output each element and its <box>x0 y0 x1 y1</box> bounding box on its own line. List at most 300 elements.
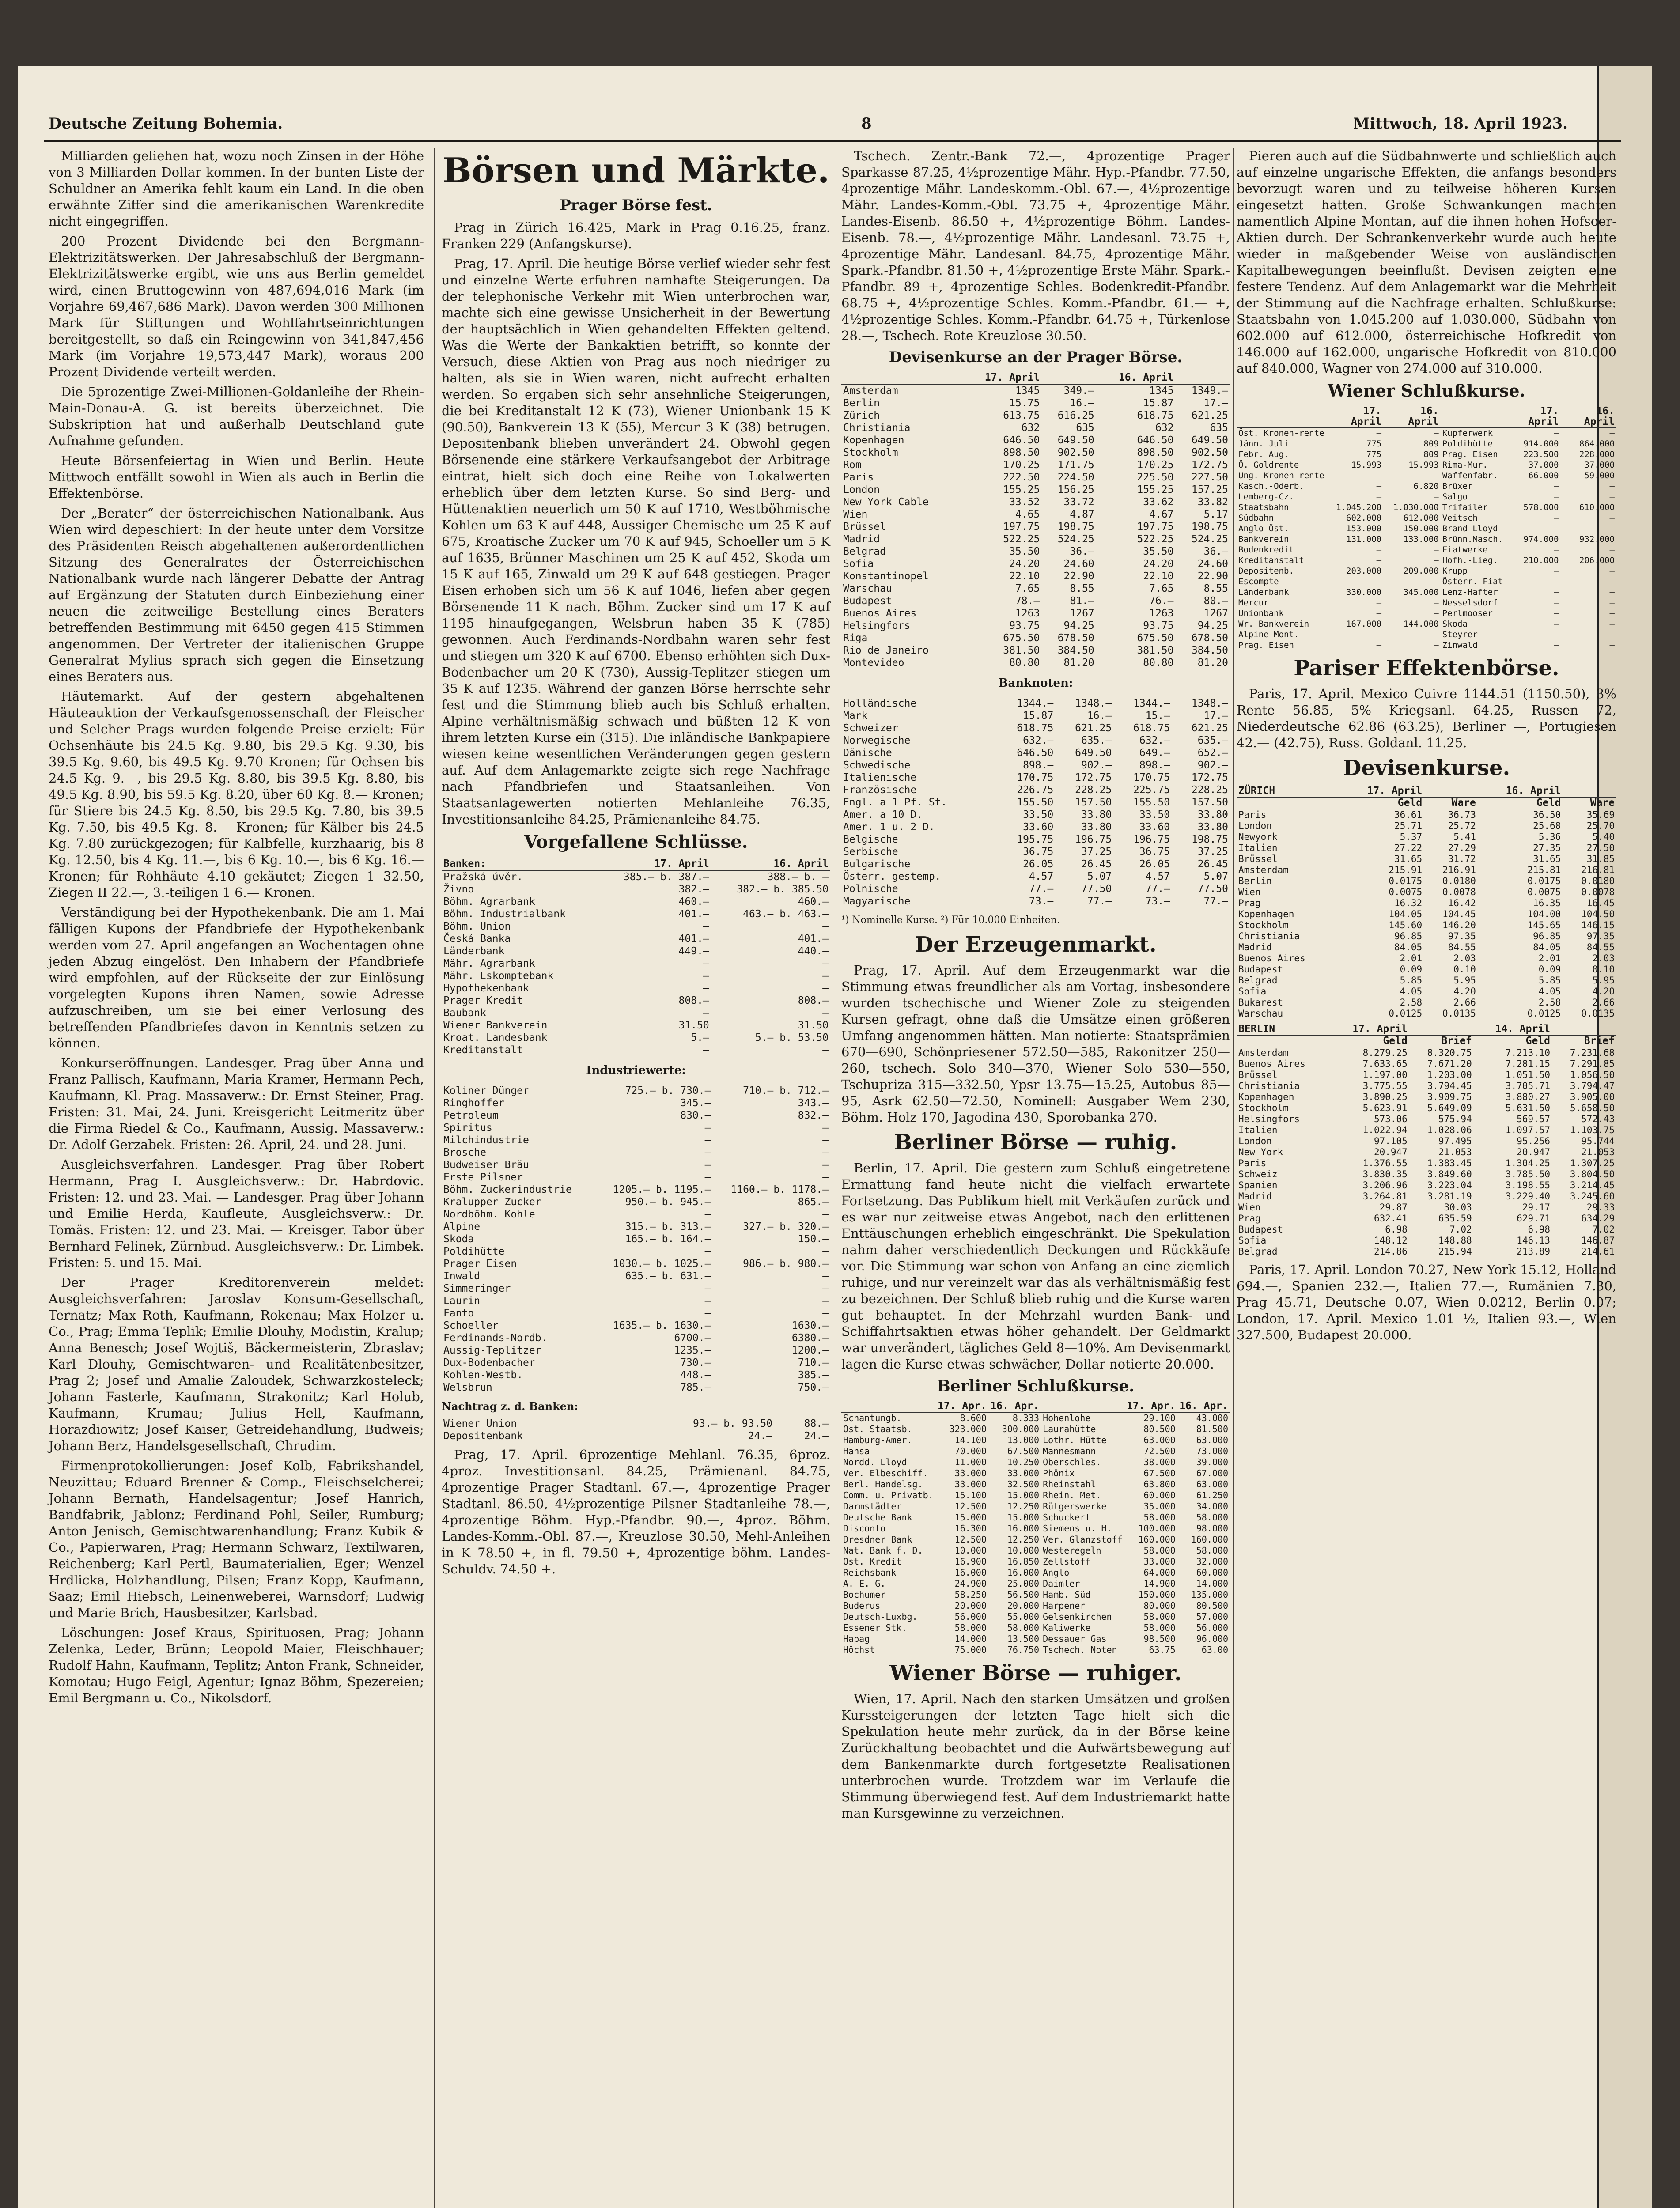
wien-schluss-row-cell: — <box>1554 481 1559 491</box>
wien-schluss-row-cell: 59.000 <box>1584 471 1615 480</box>
berlin-schluss-row-cell: 16.900 <box>954 1556 987 1567</box>
devisen-row <box>841 595 1230 607</box>
bank-row-cell: 401.— <box>678 908 709 920</box>
zurich-row-cell: 215.81 <box>1527 865 1561 875</box>
wien-schluss-row-cell: 602.000 <box>1346 513 1382 523</box>
berlin-schluss-row-cell: 60.000 <box>1196 1567 1228 1578</box>
devisen-row-cell: 156.25 <box>1057 484 1094 495</box>
industry-row-cell: — <box>704 1134 711 1146</box>
zurich-row-cell: 146.20 <box>1442 920 1476 930</box>
devisen-col: 16. April <box>1096 371 1176 384</box>
berlin-schluss-row-cell: 98.000 <box>1196 1523 1228 1534</box>
berlin-schluss-row-cell: 14.900 <box>1143 1578 1176 1589</box>
industry-row-cell: 832.— <box>798 1110 829 1121</box>
zurich-row-cell: 31.65 <box>1394 854 1423 864</box>
berlin-schluss-row-cell: 57.000 <box>1196 1611 1228 1622</box>
zurich-row <box>1237 820 1616 832</box>
devisen-row-cell: Rom <box>843 459 862 471</box>
wien-schluss-row-cell: Salgo <box>1442 492 1468 502</box>
berlin-schluss-row-cell: Gelsenkirchen <box>1043 1611 1112 1622</box>
devisen-row-cell: 524.25 <box>1057 533 1094 545</box>
industry-row-cell: Spiritus <box>443 1122 492 1134</box>
banknoten-row-cell: 36.75 <box>1023 846 1054 858</box>
berlin-row-cell: Schweiz <box>1238 1169 1278 1180</box>
berlin-schluss-row-cell: Daimler <box>1043 1578 1080 1589</box>
devisen-row-cell: Helsingfors <box>843 620 911 631</box>
devisen-row-cell: 1267 <box>1203 608 1228 619</box>
banknoten-row-cell: 649.50 <box>1075 747 1112 759</box>
berlin-schluss-row-cell: 15.100 <box>954 1490 987 1501</box>
wien-schluss-row <box>1237 566 1616 576</box>
zurich-row-cell: 4.05 <box>1538 986 1561 997</box>
devisen-row-cell: 33.62 <box>1143 496 1174 508</box>
industry-row-cell: 830.— <box>680 1110 711 1121</box>
devisen-row <box>841 422 1230 434</box>
devisen-row-cell: Wien <box>843 509 868 520</box>
wien-schluss-row-cell: Staatsbahn <box>1238 503 1289 512</box>
devisen-row <box>841 607 1230 620</box>
industry-row <box>442 1122 830 1134</box>
berlin-schluss-row-cell: Hansa <box>843 1446 870 1456</box>
berlin-row-cell: 1.383.45 <box>1427 1158 1472 1168</box>
berlin-schluss-row-cell: 58.000 <box>1196 1545 1228 1556</box>
industry-row <box>442 1085 830 1097</box>
wien-schluss-row-cell: — <box>1609 609 1615 618</box>
berlin-row-cell: 214.86 <box>1374 1246 1408 1257</box>
wien-schluss-row-cell: — <box>1376 598 1382 608</box>
devisen-row-cell: Stockholm <box>843 447 898 458</box>
wien-schluss-row <box>1237 587 1616 597</box>
devisen-row-cell: 171.75 <box>1057 459 1094 471</box>
berlin-row-cell: Buenos Aires <box>1238 1059 1305 1069</box>
zurich-row-cell: 2.66 <box>1453 997 1476 1008</box>
industry-row-cell: Dux-Bodenbacher <box>443 1357 535 1369</box>
berlin-schluss-row-cell: 16.000 <box>1007 1523 1040 1534</box>
b-sub: Geld <box>1474 1035 1552 1047</box>
banknoten-row-cell: 172.75 <box>1191 772 1228 783</box>
banknoten-row-cell: 196.75 <box>1133 834 1170 845</box>
zurich-row-cell: 0.0135 <box>1442 1008 1476 1019</box>
berlin-schluss-row <box>841 1479 1230 1490</box>
devisen-row-cell: 24.20 <box>1009 558 1040 570</box>
berlin-row-cell: 1.056.50 <box>1570 1070 1615 1080</box>
bank-row-cell: Kroat. Landesbank <box>443 1032 548 1044</box>
column-1 <box>49 148 424 1710</box>
zurich-row <box>1237 843 1616 854</box>
wien-schluss-row-cell: — <box>1434 640 1439 650</box>
berlin-row-cell: 3.281.19 <box>1427 1191 1472 1202</box>
banknoten-row-cell: 157.50 <box>1075 797 1112 808</box>
zurich-row-cell: 36.73 <box>1448 809 1476 820</box>
berlin-row-cell: Wien <box>1238 1202 1261 1213</box>
berlin-row <box>1237 1246 1616 1257</box>
wien-schluss-row-cell: 167.000 <box>1346 619 1382 629</box>
berlin-schluss-row-cell: Buderus <box>843 1600 881 1611</box>
berlin-row <box>1237 1180 1616 1191</box>
industry-row-cell: 986.— b. 980.— <box>743 1258 829 1270</box>
berlin-schluss-row-cell: 80.500 <box>1143 1424 1176 1434</box>
bank-row <box>442 1007 830 1019</box>
banknoten-row <box>841 870 1230 883</box>
industry-row-cell: — <box>822 1308 829 1319</box>
banks-table <box>442 858 830 1056</box>
devisen-row-cell: 80.80 <box>1009 657 1040 669</box>
zurich-row-cell: 216.91 <box>1442 865 1476 875</box>
bank-row-cell: Prager Kredit <box>443 995 523 1006</box>
berlin-row-cell: 21.053 <box>1581 1147 1615 1157</box>
berlin-schluss-row-cell: 76.750 <box>1007 1645 1040 1655</box>
zurich-row-cell: 216.81 <box>1581 865 1615 875</box>
devisen-row-cell: Zürich <box>843 410 880 421</box>
article-paragraph: Heute Börsenfeiertag in Wien und Berlin. Heute Mittwoch entfällt sowohl in Wien als auch in Berlin die Effektenbörse. <box>49 453 424 501</box>
zurich-row-cell: 0.0175 <box>1389 876 1423 886</box>
berlin-schluss-row-cell: Nat. Bank f. D. <box>843 1545 923 1556</box>
wien-schluss-row-cell: Waffenfabr. <box>1442 471 1498 480</box>
berlin-schluss-row-cell: 15.000 <box>1007 1490 1040 1501</box>
zurich-row-cell: 104.05 <box>1389 909 1423 919</box>
wien-schluss-row-cell: 6.820 <box>1413 481 1439 491</box>
berlin-row-cell: 3.223.04 <box>1427 1180 1472 1191</box>
devisen-row <box>841 496 1230 508</box>
banknoten-row-cell: Polnische <box>843 883 898 895</box>
zurich-row-cell: Newyork <box>1238 832 1278 842</box>
wien-schluss-row-cell: Trifailer <box>1442 503 1488 512</box>
devisen-row-cell: 170.25 <box>1003 459 1040 471</box>
bank-row <box>442 1019 830 1032</box>
industry-row-cell: — <box>822 1172 829 1183</box>
wien-schluss-row-cell: Kupferwerk <box>1442 428 1493 438</box>
bank-row-cell: Baubank <box>443 1007 486 1019</box>
bank-row <box>442 908 830 920</box>
wien-schluss-row-cell: 15.993 <box>1408 460 1439 470</box>
article-paragraph: Konkurseröffnungen. Landesger. Prag über Anna und Franz Pallisch, Kaufmann, Maria Kramer, Hermann Pech, Kaufmann, Kl. Prag. Massaverw.: Dr. Ernst Steiner, Prag. Fristen: 31. Mai, 24. Juni. Kreisgericht Leitmeritz über die Firma Riedel & Co., Kaufmann, Aussig. Massaverw.: Dr. Adolf Gerzabek. Fristen: 26. April, 24. und 28. Juni. <box>49 1055 424 1152</box>
zurich-row-cell: Christiania <box>1238 931 1300 941</box>
berlin-schluss-row-cell: Ost. Staatsb. <box>843 1424 912 1434</box>
berlin-row-cell: Sofia <box>1238 1235 1267 1246</box>
devisen-row-cell: 17.— <box>1203 397 1228 409</box>
berlin-row-cell: 146.87 <box>1581 1235 1615 1246</box>
zurich-row-cell: 0.10 <box>1453 964 1476 975</box>
banknoten-row-cell: Italienische <box>843 772 917 783</box>
devisen-row-cell: 522.25 <box>1137 533 1174 545</box>
devisen-row <box>841 521 1230 533</box>
industry-row-cell: — <box>704 1308 711 1319</box>
anlage-paragraph: Prag, 17. April. 6prozentige Mehlanl. 76.35, 6proz. 4proz. Investitionsanl. 84.25, Prämienanl. 84.75, 4prozentige Prager Stadtanl. 67.—, 4prozentige Prager Stadtanl. 86.50, 4½prozentige Pilsner Stadtanleihe 78.—, 4prozentige Böhm. Hyp.-Pfandbr. 90.—, 4proz. Böhm. Landes-Komm.-Obl. 87.—, Kreuzlose 30.50, Mehl-Anleihen in K 78.50 +, in fl. 79.50 +, 4prozentige böhm. Landes-Schuldv. 74.50 +. <box>442 1447 830 1577</box>
wien-schluss-row <box>1237 629 1616 640</box>
berlin-schluss-row-cell: 43.000 <box>1196 1413 1228 1423</box>
industry-row-cell: 950.— b. 945.— <box>625 1196 711 1208</box>
bank-row <box>442 982 830 994</box>
berlin-row-cell: 7.231.68 <box>1570 1047 1615 1058</box>
devisen-row-cell: 198.75 <box>1057 521 1094 533</box>
banknoten-row-cell: Schweizer <box>843 722 898 734</box>
devisen-row-cell: 22.90 <box>1063 571 1094 582</box>
berlin-schluss-row-cell: 15.000 <box>1007 1512 1040 1523</box>
wien-schluss-row-cell: Rima-Mur. <box>1442 460 1488 470</box>
wien-schluss-row-cell: — <box>1376 630 1382 639</box>
zurich-row-cell: 96.85 <box>1533 931 1561 941</box>
wien-schluss-row-cell: — <box>1434 556 1439 565</box>
zurich-row-cell: 5.41 <box>1453 832 1476 842</box>
zurich-row-cell: 4.05 <box>1400 986 1423 997</box>
bank-row-cell: 460.— <box>798 896 829 907</box>
devisen-row-cell: 33.72 <box>1063 496 1094 508</box>
bank-row-cell: 449.— <box>678 945 709 957</box>
devisen-row-cell: 172.75 <box>1191 459 1228 471</box>
berlin-row-cell: 3.214.45 <box>1570 1180 1615 1191</box>
devisen-row-cell: 1349.— <box>1191 385 1228 397</box>
wien-schluss-row <box>1237 427 1616 439</box>
devisen-row-cell: 33.52 <box>1009 496 1040 508</box>
berlin-row <box>1237 1070 1616 1081</box>
industry-row-cell: Erste Pilsner <box>443 1172 523 1183</box>
berlin-row-cell: Paris <box>1238 1158 1267 1168</box>
erzeugenmarkt-title: Der Erzeugenmarkt. <box>915 932 1157 957</box>
wien-schluss-row-cell: — <box>1554 587 1559 597</box>
berlin-row-cell: 95.744 <box>1581 1136 1615 1146</box>
wien-schluss-row-cell: 209.000 <box>1403 566 1439 576</box>
bank-row <box>442 970 830 982</box>
berlin-row-cell: 29.33 <box>1586 1202 1615 1213</box>
industry-row-cell: 150.— <box>798 1233 829 1245</box>
wien-schluss-row-cell: — <box>1609 545 1615 555</box>
bank-row-cell: Mähr. Eskomptebank <box>443 970 554 982</box>
z-col: 16. April <box>1478 786 1563 797</box>
wien-schluss-row-cell: Nesselsdorf <box>1442 598 1498 608</box>
berlin-schluss-row-cell: Schantungb. <box>843 1413 902 1423</box>
bank-row-cell: 808.— <box>678 995 709 1006</box>
devisen-row-cell: 35.50 <box>1009 546 1040 557</box>
berlin-row-cell: 97.495 <box>1438 1136 1472 1146</box>
banknoten-row-cell: 1348.— <box>1075 698 1112 709</box>
devisen-row-cell: Warschau <box>843 583 892 594</box>
devisen-row-cell: 649.50 <box>1057 435 1094 446</box>
wien-schluss-row-cell: — <box>1554 524 1559 533</box>
berlin-schluss-row-cell: 8.600 <box>960 1413 987 1423</box>
zurich-row-cell: 27.50 <box>1586 843 1615 853</box>
zurich-row <box>1237 876 1616 887</box>
berlin-row-cell: 3.804.50 <box>1570 1169 1615 1180</box>
banknoten-row-cell: 1344.— <box>1017 698 1054 709</box>
industry-row-cell: 865.— <box>798 1196 829 1208</box>
zurich-row-cell: 145.60 <box>1389 920 1423 930</box>
article-paragraph: 200 Prozent Dividende bei den Bergmann-Elektrizitätswerken. Der Jahresabschluß der Bergmann-Elektrizitätswerke ergibt, wie uns aus Berlin gemeldet wird, einen Bruttogewinn von 487,694,016 Mark (im Vorjahre 69,467,686 Mark). Davon werden 300 Millionen Mark für Stiftungen und Wohlfahrtseinrichtungen bereitgestellt, so daß ein Reingewinn von 341,847,456 Mark (im Vorjahre 19,573,447 Mark), woraus 200 Prozent Dividende verteilt werden. <box>49 234 424 379</box>
berlin-row-cell: 21.053 <box>1438 1147 1472 1157</box>
banknoten-row-cell: 646.50 <box>1017 747 1054 759</box>
industry-row-cell: 1200.— <box>791 1345 829 1356</box>
industry-row <box>442 1146 830 1159</box>
berlin-row-cell: 1.203.00 <box>1427 1070 1472 1080</box>
zurich-row <box>1237 920 1616 931</box>
industry-row-cell: Inwald <box>443 1270 481 1282</box>
industry-table <box>442 1085 830 1394</box>
banknoten-row-cell: 225.75 <box>1133 784 1170 796</box>
berliner-schluss-title: Berliner Schlußkurse. <box>937 1377 1135 1395</box>
wien-schluss-row-cell: — <box>1609 428 1615 438</box>
berlin-schluss-row-cell: 160.000 <box>1191 1534 1228 1545</box>
industry-row <box>442 1369 830 1381</box>
berlin-schluss-row-cell: Oberschles. <box>1043 1457 1101 1467</box>
industry-row-cell: Prager Eisen <box>443 1258 517 1270</box>
devisen-row-cell: 384.50 <box>1191 645 1228 656</box>
berlin-schluss-row <box>841 1468 1230 1479</box>
bank-row <box>442 933 830 945</box>
zurich-row-cell: 97.35 <box>1448 931 1476 941</box>
zurich-row-cell: 0.0078 <box>1581 887 1615 897</box>
wiener-boerse-title: Wiener Börse — ruhiger. <box>889 1661 1182 1686</box>
berlin-schluss-row-cell: Ost. Kredit <box>843 1556 902 1567</box>
banknoten-row-cell: 170.75 <box>1017 772 1054 783</box>
zurich-row-cell: 0.0075 <box>1389 887 1423 897</box>
industry-row-cell: — <box>822 1246 829 1257</box>
wien-schluss-row-cell: 809 <box>1423 450 1439 459</box>
zurich-row-cell: London <box>1238 820 1272 831</box>
industry-row <box>442 1320 830 1332</box>
industry-row-cell: — <box>704 1159 711 1171</box>
devisen-row-cell: Berlin <box>843 397 880 409</box>
devisenkurse-title: Devisenkurse. <box>1343 756 1510 780</box>
bank-row-cell: Živno <box>443 884 474 895</box>
industry-row <box>442 1208 830 1221</box>
wien-schluss-row-cell: Bankverein <box>1238 534 1289 544</box>
berlin-schluss-row <box>841 1556 1230 1567</box>
berlin-row-cell: 214.61 <box>1581 1246 1615 1257</box>
bank-row-cell: 31.50 <box>798 1020 829 1031</box>
banknoten-row-cell: 196.75 <box>1075 834 1112 845</box>
column-divider <box>1233 148 1234 2208</box>
bank-row <box>442 896 830 908</box>
berlin-schluss-row-cell: Hamburg-Amer. <box>843 1435 912 1445</box>
banknoten-row-cell: 198.75 <box>1191 834 1228 845</box>
devisen-row-cell: 170.25 <box>1137 459 1174 471</box>
zurich-row-cell: 2.58 <box>1400 997 1423 1008</box>
industry-row-cell: 1630.— <box>791 1320 829 1331</box>
devisen-row <box>841 397 1230 409</box>
devisen-row-cell: 632 <box>1021 422 1040 434</box>
banknoten-row-cell: Serbische <box>843 846 898 858</box>
banknoten-row-cell: 195.75 <box>1017 834 1054 845</box>
bank-row <box>442 1032 830 1044</box>
wien-schluss-row-cell: — <box>1434 545 1439 555</box>
zurich-row-cell: 2.03 <box>1453 953 1476 964</box>
berlin-schluss-row-cell: 81.500 <box>1196 1424 1228 1434</box>
berlin-row <box>1237 1114 1616 1125</box>
banknoten-row-cell: 77.50 <box>1197 883 1228 895</box>
wien-schluss-row-cell: — <box>1434 609 1439 618</box>
berlin-schluss-row-cell: 16.850 <box>1007 1556 1040 1567</box>
wien-schluss-row-cell: 330.000 <box>1346 587 1382 597</box>
b-col: 14. April <box>1474 1024 1552 1035</box>
wien-schluss-row-cell: — <box>1376 640 1382 650</box>
zurich-table <box>1237 786 1616 1019</box>
berlin-row-cell: 3.775.55 <box>1362 1081 1408 1091</box>
wien-schluss-row-cell: Prag. Eisen <box>1442 450 1498 459</box>
zurich-row-cell: 215.91 <box>1389 865 1423 875</box>
industry-row-cell: 1235.— <box>674 1345 711 1356</box>
wien-schluss-row-cell: Ung. Kronen-rente <box>1238 471 1324 480</box>
berlin-row-cell: Brüssel <box>1238 1070 1278 1080</box>
wien-schluss-row <box>1237 492 1616 502</box>
page-header <box>31 115 1630 137</box>
zurich-row-cell: 104.50 <box>1581 909 1615 919</box>
zurich-row <box>1237 986 1616 997</box>
banknoten-row-cell: 228.25 <box>1075 784 1112 796</box>
berlin-schluss-row-cell: 13.500 <box>1007 1633 1040 1644</box>
berlin-schluss-row-cell: Laurahütte <box>1043 1424 1096 1434</box>
z-sub: Ware <box>1424 797 1478 809</box>
devisen-row-cell: 1345 <box>1149 385 1174 397</box>
devisen-row-cell: 81.20 <box>1197 657 1228 669</box>
bank-row-cell: Böhm. Union <box>443 921 511 932</box>
banknoten-row-cell: Französische <box>843 784 917 796</box>
bank-row-cell: — <box>703 1007 709 1019</box>
zurich-row-cell: 5.95 <box>1453 975 1476 986</box>
zurich-row-cell: 0.10 <box>1592 964 1615 975</box>
berlin-schluss-row-cell: Lothr. Hütte <box>1043 1435 1107 1445</box>
berlin-schluss-row-cell: Deutsche Bank <box>843 1512 912 1523</box>
berlin-row-cell: Stockholm <box>1238 1103 1289 1113</box>
zurich-row-cell: 2.58 <box>1538 997 1561 1008</box>
berlin-schluss-row-cell: A. E. G. <box>843 1578 886 1589</box>
wien-schluss-row <box>1237 555 1616 566</box>
devisen-row-cell: 35.50 <box>1143 546 1174 557</box>
banknoten-row-cell: 73.— <box>1145 896 1170 907</box>
berlin-schluss-row-cell: 160.000 <box>1138 1534 1176 1545</box>
berlin-schluss-row-cell: 25.000 <box>1007 1578 1040 1589</box>
section-title-boersen: Börsen und Märkte. <box>442 151 830 191</box>
berlin-row <box>1237 1047 1616 1059</box>
zurich-row-cell: 0.0175 <box>1527 876 1561 886</box>
berlin-schluss-row-cell: 24.900 <box>954 1578 987 1589</box>
berliner-boerse-text: Berlin, 17. April. Die gestern zum Schluß eingetretene Ermattung fand heute nicht die vielfach erwartete Fortsetzung. Das Publikum hielt mit Verkäufen zurück und es war nur zeitweise etwas Angebot, nach den erlittenen Enttäuschungen erheblich eingeschränkt. Die Spekulation nahm daher verschiedentlich Deckungen und Rückkäufe vor. Die Stimmung war schon von Anfang an eine ziemlich ruhige, und nur vereinzelt war das als verhältnismäßig fest zu bezeichnen. Der Schluß blieb ruhig und die Kurse waren gut behauptet. In der Mehrzahl wurden Bank- und Schiffahrtsaktien etwas höher gehandelt. Der Geldmarkt war unverändert, tägliches Geld 8—10%. Am Devisenmarkt lagen die Kurse etwas schwächer, Dollar notierte 20.000. <box>841 1161 1230 1372</box>
zurich-row <box>1237 964 1616 975</box>
industry-row-cell: 6700.— <box>674 1332 711 1344</box>
berlin-row-cell: 8.320.75 <box>1427 1047 1472 1058</box>
berlin-schluss-row-cell: 58.000 <box>1143 1512 1176 1523</box>
berlin-row-cell: Prag <box>1238 1213 1261 1224</box>
devisen-row-cell: 224.50 <box>1057 472 1094 483</box>
wien-schluss-row-cell: 223.500 <box>1523 450 1559 459</box>
berlin-row-cell: 1.376.55 <box>1362 1158 1408 1168</box>
industry-row <box>442 1233 830 1245</box>
industry-row-cell: — <box>822 1295 829 1307</box>
banknoten-row <box>841 809 1230 821</box>
bank-row-cell: — <box>822 921 829 932</box>
berlin-schluss-row <box>841 1645 1230 1656</box>
berlin-row-cell: 6.98 <box>1528 1224 1551 1235</box>
berlin-row-cell: 1.307.25 <box>1570 1158 1615 1168</box>
bank-row <box>442 945 830 957</box>
wien-schluss-row-cell: Fiatwerke <box>1442 545 1488 555</box>
zurich-row-cell: 36.61 <box>1394 809 1423 820</box>
wien-schluss-row-cell: Escompte <box>1238 577 1279 586</box>
berlin-row <box>1237 1103 1616 1114</box>
devisen-row-cell: 8.55 <box>1203 583 1228 594</box>
industry-row <box>442 1381 830 1394</box>
banknoten-row-cell: 621.25 <box>1075 722 1112 734</box>
wien-schluss-row-cell: 1.045.200 <box>1336 503 1382 512</box>
zurich-row-cell: 5.85 <box>1400 975 1423 986</box>
berlin-schluss-row-cell: Hapag <box>843 1633 870 1644</box>
berlin-schluss-row-cell: Hohenlohe <box>1043 1413 1091 1423</box>
berlin-row-cell: 1.022.94 <box>1362 1125 1408 1135</box>
zurich-row-cell: Kopenhagen <box>1238 909 1294 919</box>
z-sub: Geld <box>1478 797 1563 809</box>
zurich-row-cell: 31.85 <box>1586 854 1615 864</box>
berlin-row-cell: 3.206.96 <box>1362 1180 1408 1191</box>
wien-schluss-row <box>1237 597 1616 608</box>
devisen-row-cell: 621.25 <box>1191 410 1228 421</box>
